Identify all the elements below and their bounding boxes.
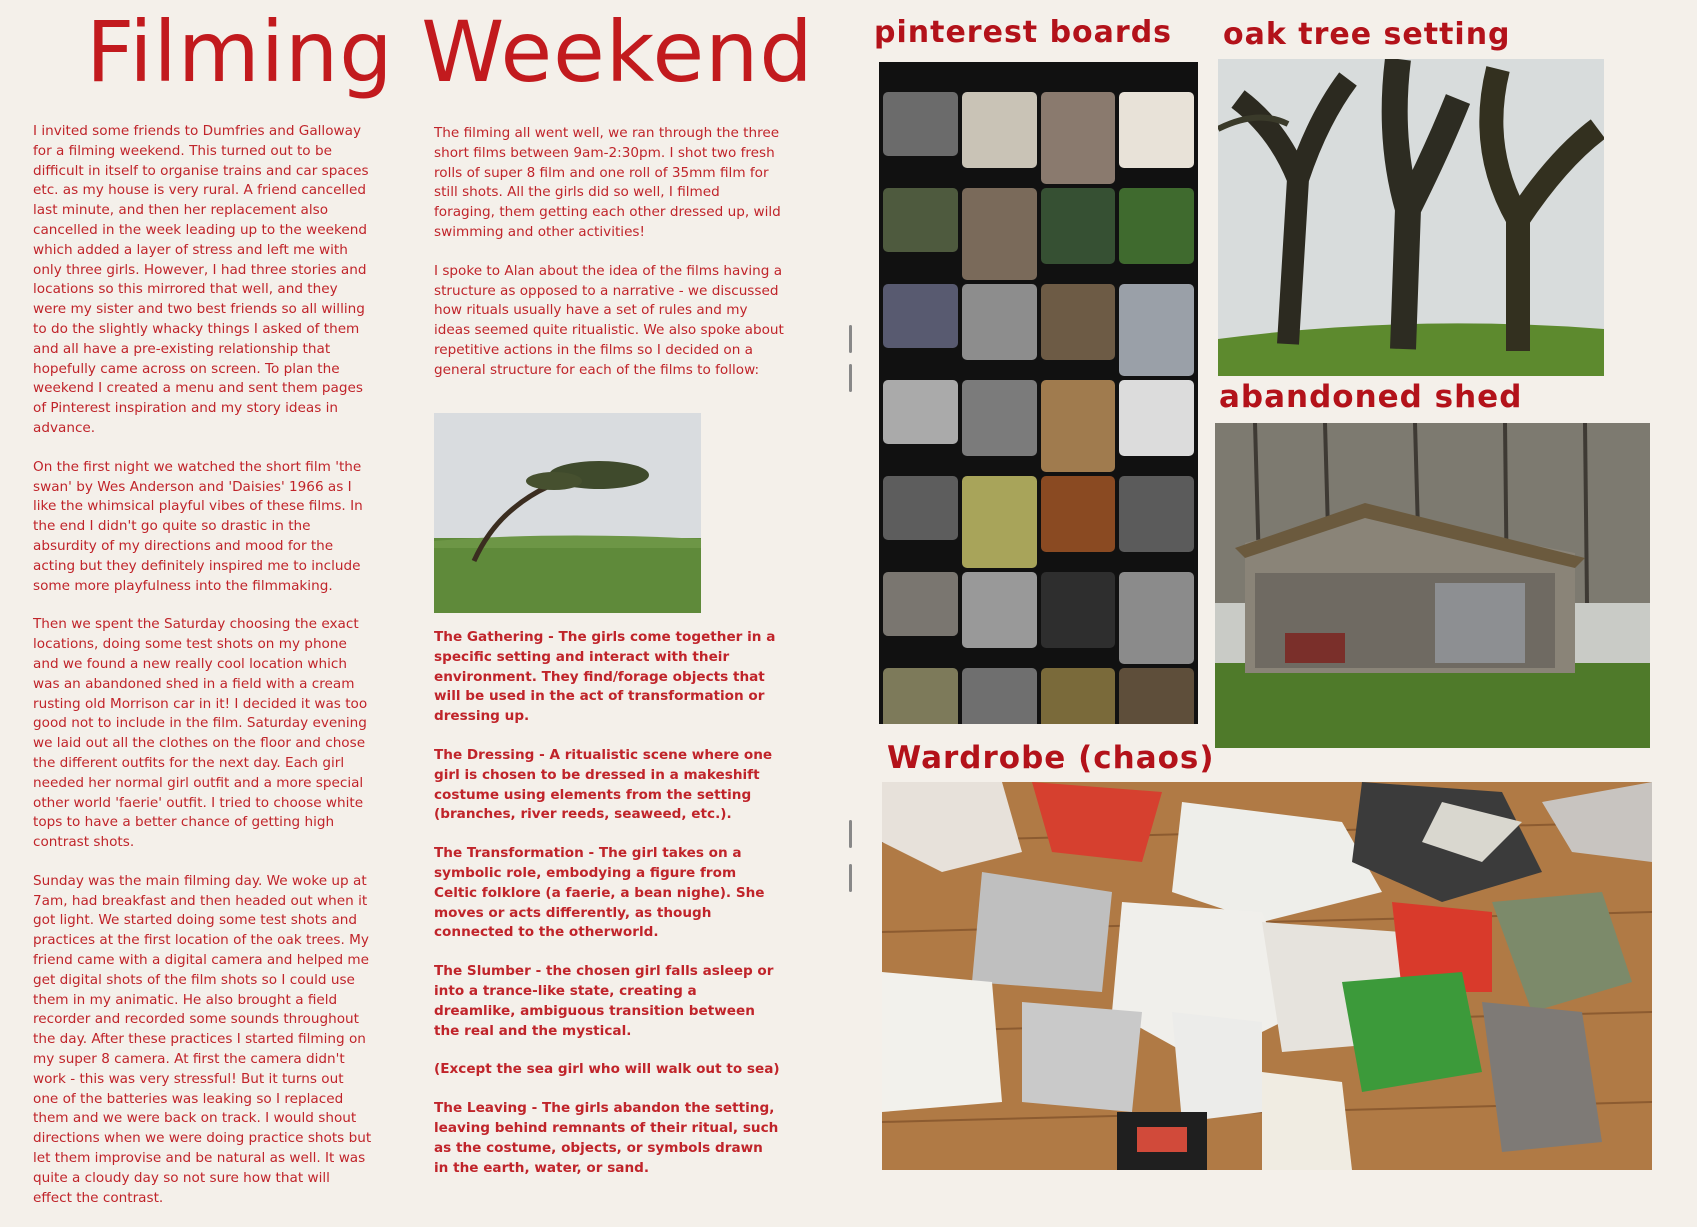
- pin-thumbnail: [962, 668, 1037, 724]
- paragraph: Sunday was the main filming day. We woke up at 7am, had breakfast and then headed out when it got light. We started doing some test shots and practices at the first location of the oak trees. My friend came with a digital camera and helped me get digital shots of the film shots so I could use them in my animatic. He also brought a field recorder and recorded some sounds throughout the day. After these practices I started filming on my super 8 camera. At first the camera didn't work - this was very stressful! But it turns out one of the batteries was leaking so I replaced them and we were back on track. I would shout directions when we were doing practice shots but let them improvise and be natural as well. It was quite a cloudy day so not sure how that will effect the contrast.: [33, 872, 372, 1206]
- pin-thumbnail: [1041, 572, 1116, 648]
- pin-thumbnail: [1119, 92, 1194, 168]
- pin-thumbnail: [1041, 668, 1116, 724]
- pin-thumbnail: [1119, 668, 1194, 724]
- pin-thumbnail: [962, 476, 1037, 568]
- wardrobe-clothes-photo: [882, 782, 1652, 1170]
- margin-mark: [849, 364, 852, 392]
- pin-thumbnail: [962, 92, 1037, 168]
- structure-item: The Leaving - The girls abandon the setting, leaving behind remnants of their ritual, such as the costume, objects, or symbols drawn in the earth, water, or sand.: [434, 1100, 779, 1176]
- heading-shed: abandoned shed: [1219, 379, 1523, 415]
- heading-pinterest: pinterest boards: [874, 15, 1173, 50]
- oak-tree-photo: [1218, 59, 1604, 376]
- abandoned-shed-photo: [1215, 423, 1650, 748]
- margin-mark: [849, 820, 852, 848]
- pin-thumbnail: [1119, 380, 1194, 456]
- structure-item: (Except the sea girl who will walk out to sea): [434, 1061, 780, 1078]
- pin-thumbnail: [883, 284, 958, 348]
- paragraph: Then we spent the Saturday choosing the exact locations, doing some test shots on my phone and we found a new really cool location which was an abandoned shed in a field with a cream rusting old Morrison car in it! I decided it was too good not to include in the film. Saturday evening we laid out all the clothes on the floor and chose the different outfits for the next day. Each girl needed her normal girl outfit and a more special other world 'faerie' outfit. I tried to choose white tops to have a better chance of getting high contrast shots.: [33, 616, 368, 851]
- pin-thumbnail: [962, 380, 1037, 456]
- pin-thumbnail: [962, 188, 1037, 280]
- pin-thumbnail: [1119, 476, 1194, 552]
- pin-thumbnail: [1041, 476, 1116, 552]
- paragraph: I invited some friends to Dumfries and Galloway for a filming weekend. This turned out to be difficult in itself to organise trains and car spaces etc. as my house is very rural. A friend cancelled last minute, and then her replacement also cancelled in the week leading up to the weekend which added a layer of stress and left me with only three girls. However, I had three stories and locations so this mirrored that well, and they were my sister and two best friends so all willing to do the slightly whacky things I asked of them and all have a pre-existing relationship that hopefully came across on screen. To plan the weekend I created a menu and sent them pages of Pinterest inspiration and my story ideas in advance.: [33, 123, 369, 436]
- pin-thumbnail: [1119, 284, 1194, 376]
- structure-item: The Transformation - The girl takes on a symbolic role, embodying a figure from Celtic folklore (a faerie, a bean nighe). She moves or acts differently, as though connected to the otherworld.: [434, 845, 765, 941]
- structure-item: The Gathering - The girls come together in a specific setting and interact with their environment. They find/forage objects that will be used in the act of transformation or dressing up.: [434, 629, 776, 725]
- pin-thumbnail: [962, 572, 1037, 648]
- structure-item: The Dressing - A ritualistic scene where one girl is chosen to be dressed in a makeshift costume using elements from the setting (branches, river reeds, seaweed, etc.).: [434, 746, 773, 823]
- paragraph: I spoke to Alan about the idea of the films having a structure as opposed to a narrative - we discussed how rituals usually have a set of rules and my ideas seemed quite ritualistic. We also spoke about repetitive actions in the films so I decided on a general structure for each of the films to follow:: [434, 262, 784, 378]
- heading-wardrobe: Wardrobe (chaos): [887, 740, 1215, 776]
- structure-item: The Slumber - the chosen girl falls asleep or into a trance-like state, creating a dreamlike, ambiguous transition between the real and the mystical.: [434, 963, 774, 1039]
- margin-mark: [849, 325, 852, 353]
- pin-thumbnail: [883, 188, 958, 252]
- paragraph: The filming all went well, we ran through the three short films between 9am-2:30pm. I shot two fresh rolls of super 8 film and one roll of 35mm film for still shots. All the girls did so well, I filmed foraging, them getting each other dressed up, wild swimming and other activities!: [434, 125, 781, 240]
- pin-thumbnail: [883, 668, 958, 724]
- pin-thumbnail: [1041, 284, 1116, 360]
- pin-thumbnail: [883, 92, 958, 156]
- text-column-left: [33, 122, 373, 1227]
- pin-thumbnail: [962, 284, 1037, 360]
- windswept-tree-photo: [434, 413, 701, 613]
- pin-thumbnail: [883, 476, 958, 540]
- pin-thumbnail: [1041, 188, 1116, 264]
- pinterest-grid: [879, 62, 1198, 724]
- pin-thumbnail: [1119, 188, 1194, 264]
- pin-thumbnail: [883, 380, 958, 444]
- heading-oak-tree: oak tree setting: [1223, 17, 1511, 52]
- pinterest-board-screenshot: [879, 62, 1198, 724]
- text-column-middle: [434, 124, 784, 400]
- margin-mark: [849, 864, 852, 892]
- paragraph: On the first night we watched the short film 'the swan' by Wes Anderson and 'Daisies' 1966 as I like the whimsical playful vibes of these films. In the end I didn't go quite so drastic in the absurdity of my directions and mood for the acting but they definitely inspired me to include some more playfulness into the filmmaking.: [33, 458, 363, 594]
- pin-thumbnail: [1041, 92, 1116, 184]
- pin-thumbnail: [883, 572, 958, 636]
- pin-thumbnail: [1041, 380, 1116, 472]
- page-title: Filming Weekend: [86, 3, 814, 101]
- film-structure-list: [434, 628, 780, 1197]
- pin-thumbnail: [1119, 572, 1194, 664]
